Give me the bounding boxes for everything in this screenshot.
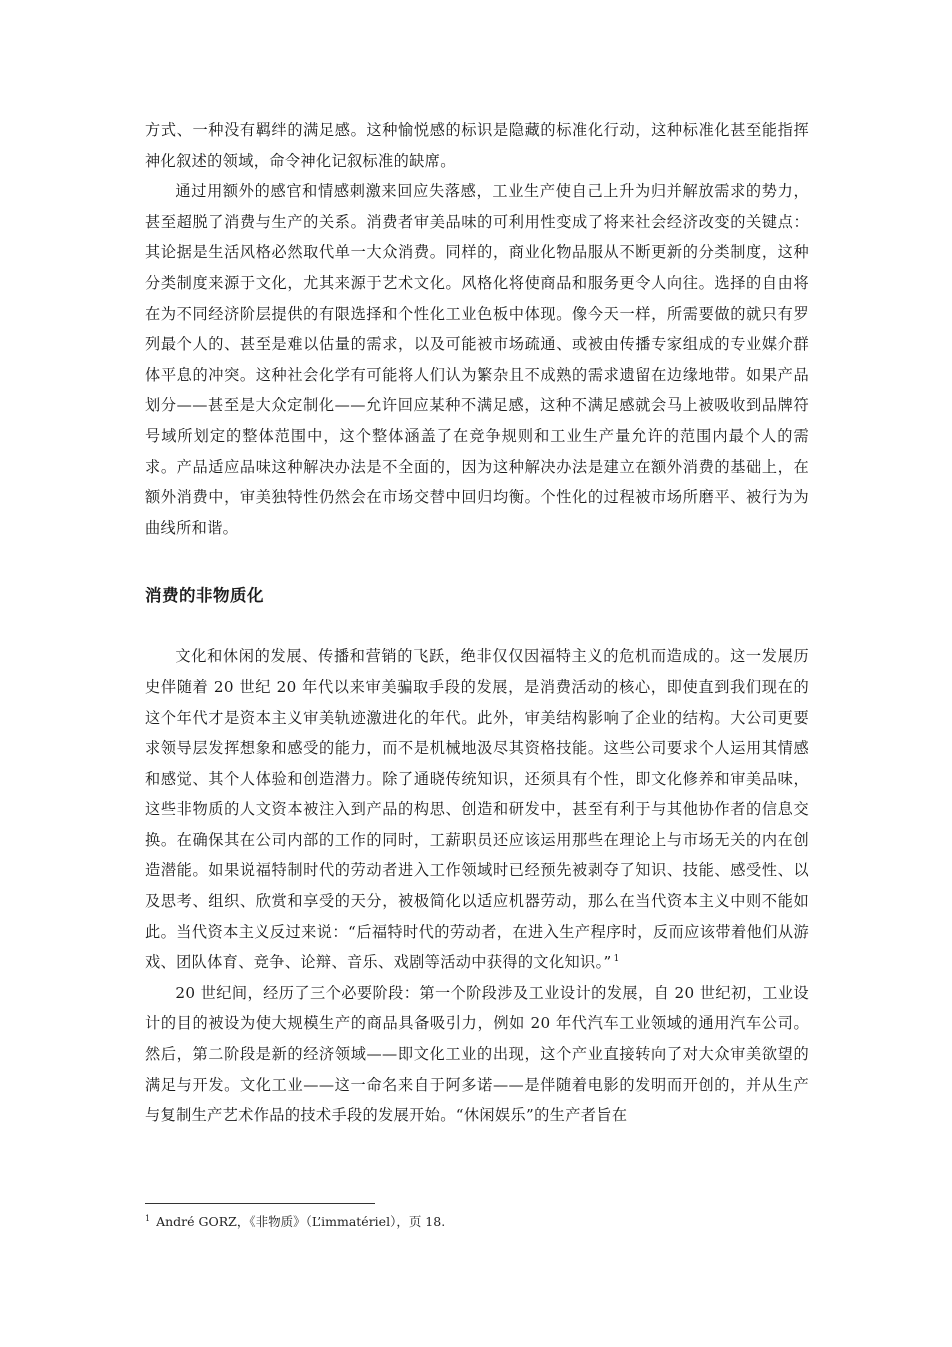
document-body <box>145 115 809 1131</box>
heading-spacer <box>145 611 809 641</box>
paragraph-3 <box>145 641 809 978</box>
footnote-reference: 1 <box>613 954 620 965</box>
section-heading: 消费的非物质化 <box>145 586 264 606</box>
footnote-text: André GORZ，《非物质》（L’immatériel），页 18. <box>156 1214 446 1229</box>
footnote-divider <box>145 1203 375 1204</box>
footnote <box>145 1213 445 1231</box>
paragraph-4: 20 世纪间，经历了三个必要阶段：第一个阶段涉及工业设计的发展，自 20 世纪初，工业设计的目的被设为使大规模生产的商品具备吸引力，例如 20 年代汽车工业领域的通用汽车公司。然后，第二阶段是新的经济领域——即文化工业的出现，这个产业直接转向了对大众审美欲望的满足与开发。文化工业——这一命名来自于阿多诺——是伴随着电影的发明而开创的，并从生产与复制生产艺术作品的技术手段的发展开始。“休闲娱乐”的生产者旨在 <box>145 983 809 1125</box>
paragraph-1: 方式、一种没有羁绊的满足感。这种愉悦感的标识是隐藏的标准化行动，这种标准化甚至能指挥神化叙述的领域，命令神化记叙标准的缺席。 <box>145 121 809 170</box>
paragraph-3-text: 文化和休闲的发展、传播和营销的飞跃，绝非仅仅因福特主义的危机而造成的。这一发展历史伴随着 20 世纪 20 年代以来审美骗取手段的发展，是消费活动的核心，即使直到我们现在的这个年代才是资本主义审美轨迹激进化的年代。此外，审美结构影响了企业的结构。大公司更要求领导层发挥想象和感受的能力，而不是机械地汲尽其资格技能。这些公司要求个人运用其情感和感觉、其个人体验和创造潜力。除了通晓传统知识，还须具有个性，即文化修养和审美品味，这些非物质的人文资本被注入到产品的构思、创造和研发中，甚至有利于与其他协作者的信息交换。在确保其在公司内部的工作的同时，工薪职员还应该运用那些在理论上与市场无关的内在创造潜能。如果说福特制时代的劳动者进入工作领域时已经预先被剥夺了知识、技能、感受性、以及思考、组织、欣赏和享受的天分，被极简化以适应机器劳动，那么在当代资本主义中则不能如此。当代资本主义反过来说：“后福特时代的劳动者，在进入生产程序时，反而应该带着他们从游戏、团队体育、竞争、论辩、音乐、戏剧等活动中获得的文化知识。” <box>145 647 809 972</box>
paragraph-2: 通过用额外的感官和情感刺激来回应失落感，工业生产使自己上升为归并解放需求的势力，甚至超脱了消费与生产的关系。消费者审美品味的可利用性变成了将来社会经济改变的关键点：其论据是生活风格必然取代单一大众消费。同样的，商业化物品服从不断更新的分类制度，这种分类制度来源于文化，尤其来源于艺术文化。风格化将使商品和服务更令人向往。选择的自由将在为不同经济阶层提供的有限选择和个性化工业色板中体现。像今天一样，所需要做的就只有罗列最个人的、甚至是难以估量的需求，以及可能被市场疏通、或被由传播专家组成的专业媒介群体平息的冲突。这种社会化学有可能将人们认为繁杂且不成熟的需求遗留在边缘地带。如果产品划分——甚至是大众定制化——允许回应某种不满足感，这种不满足感就会马上被吸收到品牌符号域所划定的整体范围中，这个整体涵盖了在竞争规则和工业生产量允许的范围内最个人的需求。产品适应品味这种解决办法是不全面的，因为这种解决办法是建立在额外消费的基础上，在额外消费中，审美独特性仍然会在市场交替中回归均衡。个性化的过程被市场所磨平、被行为为曲线所和谐。 <box>145 182 809 537</box>
footnote-marker: 1 <box>145 1213 151 1223</box>
